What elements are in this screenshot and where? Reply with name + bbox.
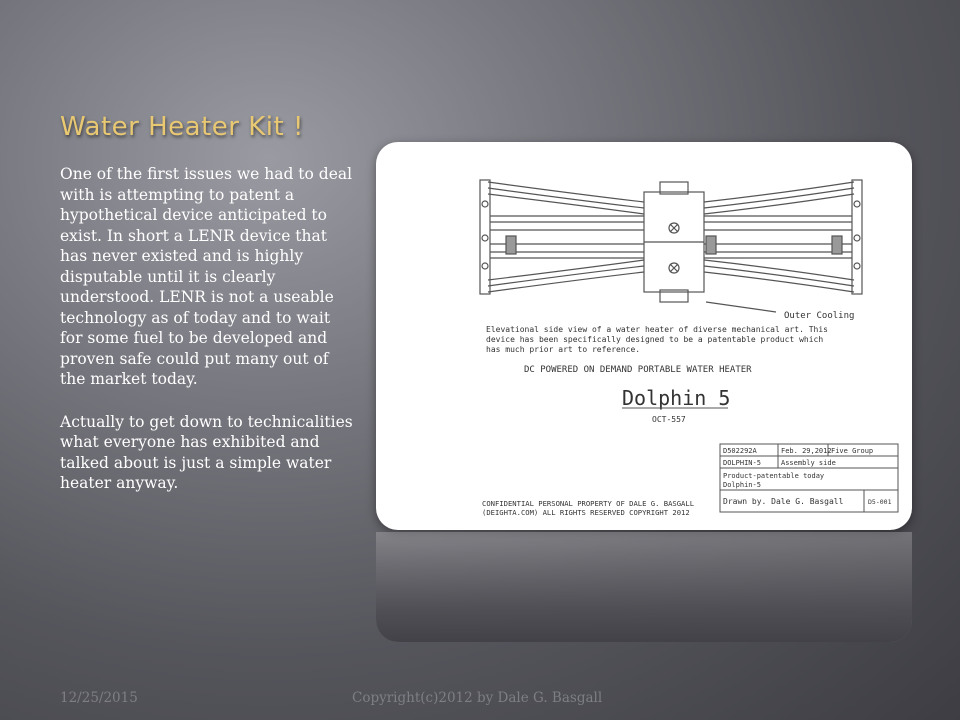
block-sheet: D5-001 [868,498,892,506]
caption-line-1: Elevational side view of a water heater of diverse mechanical art. This [486,325,828,334]
drawing-code: OCT-557 [652,415,686,424]
body-paragraph-2: Actually to get down to technicalities what everyone has exhibited and talked about is just a simple water heater anyway. [60,412,353,492]
slide-title: Water Heater Kit ! [60,112,304,142]
block-view: Assembly side [781,459,836,467]
drawing-heading: DC POWERED ON DEMAND PORTABLE WATER HEATER [524,365,752,375]
image-reflection [376,532,912,642]
reflection-fade [376,532,912,642]
heater-assembly-drawing [480,180,862,312]
block-doc-id: D502292A [723,447,757,455]
technical-drawing-image [376,142,912,530]
drawing-name: Dolphin 5 [622,386,731,410]
confidential-line-1: CONFIDENTIAL PERSONAL PROPERTY OF DALE G. BASGALL [482,499,695,508]
block-drawn-by: Drawn by. Dale G. Basgall [723,497,844,506]
block-product-line-2: Dolphin-5 [723,481,761,489]
slide-body [60,164,355,516]
body-paragraph-1: One of the first issues we had to deal with is attempting to patent a hypothetical device anticipated to exist. In short a LENR device that has never existed and is highly disputable until it is clearly understood. LENR is not a useable technology as of today and to wait for some fuel to be developed and proven safe could put many out of the market today. [60,165,353,388]
block-part: DOLPHIN-5 [723,459,761,467]
caption-line-2: device has been specifically designed to be a patentable product which [486,335,824,344]
caption-line-3: has much prior art to reference. [486,345,641,354]
block-group: Five Group [831,447,874,455]
footer-copyright: Copyright(c)2012 by Dale G. Basgall [352,690,603,706]
confidential-line-2: (DEIGHTA.COM) ALL RIGHTS RESERVED COPYRIGHT 2012 [482,508,690,517]
footer-date: 12/25/2015 [60,690,138,706]
block-date: Feb. 29,2012 [781,447,832,455]
outer-cooling-label: Outer Cooling [784,311,855,321]
block-product-line-1: Product-patentable today [723,472,825,480]
technical-drawing [376,142,912,530]
